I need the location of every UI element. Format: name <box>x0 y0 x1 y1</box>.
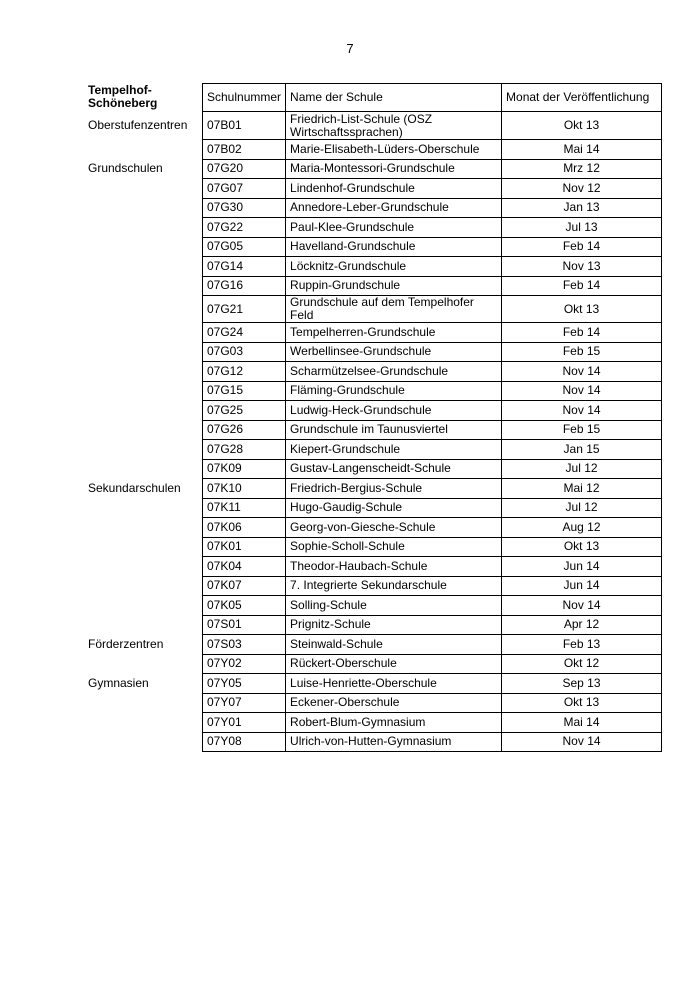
school-name: 7. Integrierte Sekundarschule <box>286 576 502 596</box>
school-name: Lindenhof-Grundschule <box>286 179 502 199</box>
publication-month: Okt 13 <box>502 537 662 557</box>
school-number: 07G24 <box>203 323 286 343</box>
school-name: Ludwig-Heck-Grundschule <box>286 401 502 421</box>
table-row <box>203 218 662 238</box>
school-number: 07Y01 <box>203 713 286 733</box>
school-name: Luise-Henriette-Oberschule <box>286 674 502 694</box>
publication-month: Feb 14 <box>502 323 662 343</box>
publication-month: Nov 14 <box>502 401 662 421</box>
school-name: Friedrich-Bergius-Schule <box>286 479 502 499</box>
category-label: Grundschulen <box>88 161 163 176</box>
school-number: 07G22 <box>203 218 286 238</box>
publication-month: Okt 12 <box>502 654 662 674</box>
publication-month: Okt 13 <box>502 296 662 323</box>
table-row <box>203 537 662 557</box>
school-number: 07K04 <box>203 557 286 577</box>
table-row <box>203 693 662 713</box>
table-header-row <box>203 84 662 112</box>
table-row <box>203 674 662 694</box>
table-row <box>203 276 662 296</box>
school-name: Scharmützelsee-Grundschule <box>286 362 502 382</box>
school-name: Havelland-Grundschule <box>286 237 502 257</box>
publication-month: Jun 14 <box>502 557 662 577</box>
publication-month: Nov 14 <box>502 381 662 401</box>
publication-month: Sep 13 <box>502 674 662 694</box>
school-number: 07K07 <box>203 576 286 596</box>
table-row <box>203 401 662 421</box>
publication-month: Jan 13 <box>502 198 662 218</box>
page-number: 7 <box>346 41 354 56</box>
publication-month: Feb 13 <box>502 635 662 655</box>
school-name: Werbellinsee-Grundschule <box>286 342 502 362</box>
school-name: Löcknitz-Grundschule <box>286 257 502 277</box>
school-number: 07K10 <box>203 479 286 499</box>
table-row <box>203 342 662 362</box>
publication-month: Feb 15 <box>502 342 662 362</box>
table-row <box>203 420 662 440</box>
publication-month: Jul 12 <box>502 498 662 518</box>
school-name: Rückert-Oberschule <box>286 654 502 674</box>
school-name: Theodor-Haubach-Schule <box>286 557 502 577</box>
header-name: Name der Schule <box>286 84 502 112</box>
school-name: Prignitz-Schule <box>286 615 502 635</box>
school-name: Annedore-Leber-Grundschule <box>286 198 502 218</box>
school-number: 07G05 <box>203 237 286 257</box>
header-number: Schulnummer <box>203 84 286 112</box>
category-label: Gymnasien <box>88 675 149 690</box>
publication-month: Mai 14 <box>502 140 662 160</box>
category-label: Förderzentren <box>88 636 164 651</box>
school-name: Gustav-Langenscheidt-Schule <box>286 459 502 479</box>
publication-month: Jan 15 <box>502 440 662 460</box>
table-row <box>203 576 662 596</box>
publication-month: Mai 14 <box>502 713 662 733</box>
school-number: 07S01 <box>203 615 286 635</box>
school-name: Grundschule im Taunusviertel <box>286 420 502 440</box>
table-row <box>203 732 662 752</box>
publication-month: Jul 12 <box>502 459 662 479</box>
school-number: 07K11 <box>203 498 286 518</box>
publication-month: Aug 12 <box>502 518 662 538</box>
publication-month: Mai 12 <box>502 479 662 499</box>
category-label: Sekundarschulen <box>88 480 181 495</box>
publication-month: Nov 14 <box>502 362 662 382</box>
school-name: Maria-Montessori-Grundschule <box>286 159 502 179</box>
table-row <box>203 479 662 499</box>
school-name: Ruppin-Grundschule <box>286 276 502 296</box>
school-name: Marie-Elisabeth-Lüders-Oberschule <box>286 140 502 160</box>
table-row <box>203 381 662 401</box>
school-number: 07S03 <box>203 635 286 655</box>
school-number: 07G15 <box>203 381 286 401</box>
publication-month: Nov 12 <box>502 179 662 199</box>
school-number: 07Y08 <box>203 732 286 752</box>
publication-month: Okt 13 <box>502 112 662 140</box>
district-heading: Tempelhof-Schöneberg <box>88 83 158 110</box>
school-number: 07G07 <box>203 179 286 199</box>
school-number: 07G16 <box>203 276 286 296</box>
school-name: Steinwald-Schule <box>286 635 502 655</box>
school-number: 07B02 <box>203 140 286 160</box>
school-number: 07G12 <box>203 362 286 382</box>
school-name: Tempelherren-Grundschule <box>286 323 502 343</box>
publication-month: Nov 13 <box>502 257 662 277</box>
school-name: Georg-von-Giesche-Schule <box>286 518 502 538</box>
publication-month: Feb 15 <box>502 420 662 440</box>
school-name: Eckener-Oberschule <box>286 693 502 713</box>
publication-month: Feb 14 <box>502 276 662 296</box>
table-row <box>203 257 662 277</box>
school-name: Paul-Klee-Grundschule <box>286 218 502 238</box>
publication-month: Nov 14 <box>502 732 662 752</box>
category-label: Oberstufenzentren <box>88 118 188 132</box>
table-row <box>203 440 662 460</box>
table-row <box>203 362 662 382</box>
table-row <box>203 615 662 635</box>
table-row <box>203 713 662 733</box>
table-row <box>203 237 662 257</box>
school-number: 07G25 <box>203 401 286 421</box>
school-number: 07G26 <box>203 420 286 440</box>
school-number: 07G30 <box>203 198 286 218</box>
school-number: 07B01 <box>203 112 286 140</box>
table-row <box>203 198 662 218</box>
table-row <box>203 654 662 674</box>
table-row <box>203 498 662 518</box>
school-number: 07G03 <box>203 342 286 362</box>
school-number: 07G28 <box>203 440 286 460</box>
school-number: 07Y05 <box>203 674 286 694</box>
table-row <box>203 459 662 479</box>
school-name: Ulrich-von-Hutten-Gymnasium <box>286 732 502 752</box>
school-name: Robert-Blum-Gymnasium <box>286 713 502 733</box>
school-number: 07G21 <box>203 296 286 323</box>
table-row <box>203 140 662 160</box>
publication-month: Okt 13 <box>502 693 662 713</box>
table-row <box>203 296 662 323</box>
publication-month: Apr 12 <box>502 615 662 635</box>
school-name: Hugo-Gaudig-Schule <box>286 498 502 518</box>
school-number: 07K06 <box>203 518 286 538</box>
school-number: 07K01 <box>203 537 286 557</box>
school-name: Fläming-Grundschule <box>286 381 502 401</box>
school-number: 07Y02 <box>203 654 286 674</box>
school-name: Sophie-Scholl-Schule <box>286 537 502 557</box>
school-name: Grundschule auf dem Tempelhofer Feld <box>286 296 502 323</box>
publication-month: Nov 14 <box>502 596 662 616</box>
schools-table <box>202 83 662 752</box>
school-number: 07Y07 <box>203 693 286 713</box>
school-number: 07K05 <box>203 596 286 616</box>
school-number: 07G14 <box>203 257 286 277</box>
table-row <box>203 159 662 179</box>
table-row <box>203 557 662 577</box>
table-row <box>203 323 662 343</box>
school-number: 07G20 <box>203 159 286 179</box>
school-name: Kiepert-Grundschule <box>286 440 502 460</box>
table-row <box>203 518 662 538</box>
publication-month: Jul 13 <box>502 218 662 238</box>
table-row <box>203 112 662 140</box>
table-row <box>203 179 662 199</box>
school-number: 07K09 <box>203 459 286 479</box>
publication-month: Jun 14 <box>502 576 662 596</box>
table-row <box>203 596 662 616</box>
school-name: Friedrich-List-Schule (OSZ Wirtschaftssprachen) <box>286 112 502 140</box>
school-name: Solling-Schule <box>286 596 502 616</box>
publication-month: Mrz 12 <box>502 159 662 179</box>
table-row <box>203 635 662 655</box>
publication-month: Feb 14 <box>502 237 662 257</box>
header-month: Monat der Veröffentlichung <box>502 84 662 112</box>
